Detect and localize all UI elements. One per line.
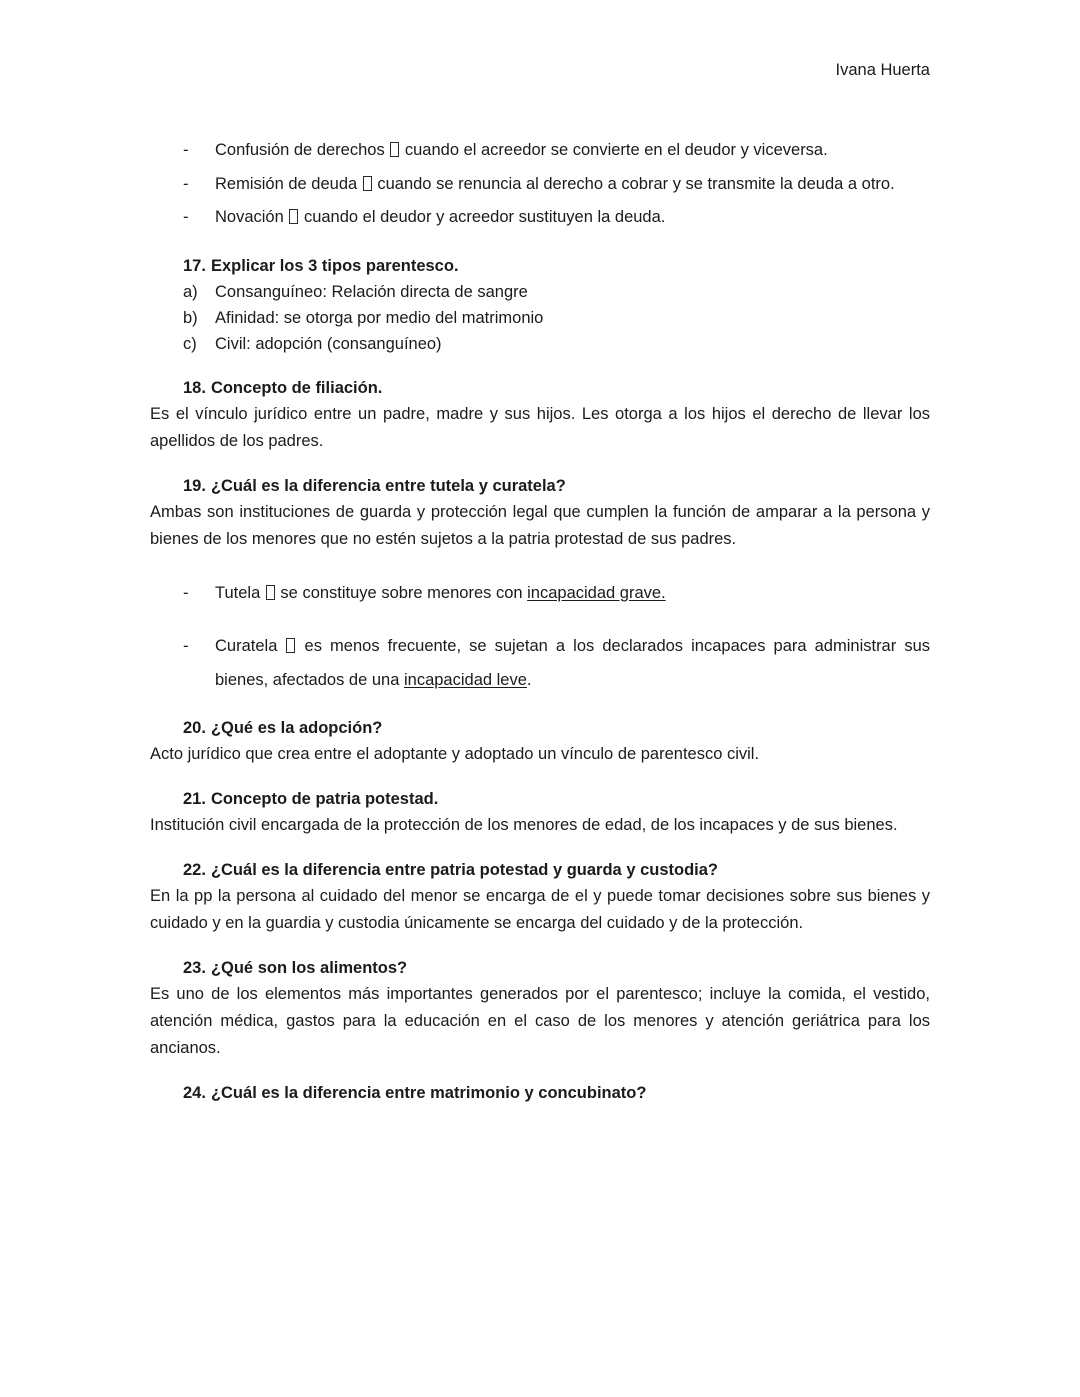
answer-paragraph-a21: Institución civil encargada de la protección de los menores de edad, de los incapaces y de sus bienes.: [150, 816, 898, 834]
missing-glyph-box: [286, 638, 295, 653]
question-heading-q22: [183, 857, 930, 883]
missing-glyph-box: [363, 176, 372, 191]
question-heading-q17: [183, 253, 930, 279]
question-title: ¿Qué es la adopción?: [210, 719, 383, 737]
item-letter: b): [183, 308, 198, 327]
question-title: Concepto de filiación.: [210, 378, 383, 397]
bullet-text: Confusión de derechos: [215, 141, 390, 159]
answer-paragraph-a23: Es uno de los elementos más importantes generados por el parentesco; incluye la comida, el vestido, atención médica, gastos para la educación en el caso de los menores y atención geriátrica para los ancianos.: [150, 985, 930, 1057]
question-number: 21.: [183, 790, 206, 808]
question-heading-q24: [183, 1080, 930, 1106]
question-number: 24.: [183, 1084, 206, 1102]
bullet-text: se constituye sobre menores con: [275, 583, 528, 602]
question-heading-q23: [183, 955, 930, 981]
question-number: 18.: [183, 378, 206, 397]
question-number: 20.: [183, 719, 206, 737]
question-title: ¿Cuál es la diferencia entre tutela y curatela?: [210, 476, 566, 495]
author-name: Ivana Huerta: [835, 61, 930, 79]
question-number: 19.: [183, 476, 206, 495]
question-number: 22.: [183, 861, 206, 879]
obligation-extinction-list: [150, 134, 930, 235]
item-letter: c): [183, 334, 197, 353]
question-title: ¿Cuál es la diferencia entre patria potestad y guarda y custodia?: [210, 861, 718, 879]
bullet-text: Tutela: [215, 583, 265, 602]
question-heading-q19: [183, 473, 930, 499]
question-title: Concepto de patria potestad.: [210, 790, 439, 808]
parentesco-types-list: [150, 279, 930, 357]
bullet-text: .: [526, 670, 532, 689]
bullet-item: [150, 201, 930, 235]
bullet-text: Novación: [215, 208, 289, 226]
answer-paragraph-a22: En la pp la persona al cuidado del menor se encarga de el y puede tomar decisiones sobre sus bienes y cuidado y en la guardia y custodia únicamente se encarga del cuidado y de la protección.: [150, 887, 930, 932]
bullet-item: [150, 630, 930, 697]
bullet-dash: -: [183, 141, 189, 159]
bullet-text: es menos frecuente, se sujetan a los declarados incapaces para administrar sus bienes, afectados de una: [215, 637, 930, 689]
bullet-dash: -: [183, 174, 189, 193]
lettered-item: [150, 331, 930, 357]
missing-glyph-box: [289, 209, 298, 224]
bullet-dash: -: [183, 583, 189, 602]
bullet-text: Remisión de deuda: [215, 174, 362, 193]
bullet-item: [150, 577, 930, 611]
bullet-text: cuando se renuncia al derecho a cobrar y se transmite la deuda a otro.: [372, 174, 895, 193]
tutela-curatela-list: [150, 577, 930, 698]
answer-paragraph-a18: Es el vínculo jurídico entre un padre, madre y sus hijos. Les otorga a los hijos el derecho de llevar los apellidos de los padres.: [150, 404, 930, 450]
question-title: ¿Qué son los alimentos?: [210, 959, 408, 977]
bullet-item: [150, 168, 930, 202]
missing-glyph-box: [266, 585, 275, 600]
underlined-text: incapacidad leve: [403, 670, 527, 689]
answer-paragraph-a19: Ambas son instituciones de guarda y protección legal que cumplen la función de amparar a la persona y bienes de los menores que no estén sujetos a la patria protestad de sus padres.: [150, 502, 930, 548]
document-header: [150, 58, 930, 82]
bullet-text: cuando el deudor y acreedor sustituyen la deuda.: [299, 208, 666, 226]
question-heading-q21: [183, 786, 930, 812]
document-body: [150, 134, 930, 1106]
lettered-item: [150, 279, 930, 305]
bullet-dash: -: [183, 208, 189, 226]
item-text: Consanguíneo: Relación directa de sangre: [215, 282, 528, 301]
question-title: Explicar los 3 tipos parentesco.: [210, 256, 459, 275]
bullet-text: cuando el acreedor se convierte en el deudor y viceversa.: [400, 141, 828, 159]
lettered-item: [150, 305, 930, 331]
underlined-text: incapacidad grave.: [527, 583, 666, 602]
bullet-text: Curatela: [215, 637, 286, 655]
question-heading-q20: [183, 715, 930, 741]
bullet-dash: -: [183, 637, 189, 655]
question-number: 23.: [183, 959, 206, 977]
question-heading-q18: [183, 375, 930, 401]
item-letter: a): [183, 282, 198, 301]
item-text: Afinidad: se otorga por medio del matrimonio: [215, 308, 544, 327]
question-title: ¿Cuál es la diferencia entre matrimonio y concubinato?: [210, 1084, 647, 1102]
question-number: 17.: [183, 256, 206, 275]
bullet-item: [150, 134, 930, 168]
item-text: Civil: adopción (consanguíneo): [215, 334, 442, 353]
missing-glyph-box: [390, 142, 399, 157]
answer-paragraph-a20: Acto jurídico que crea entre el adoptante y adoptado un vínculo de parentesco civil.: [150, 745, 760, 763]
